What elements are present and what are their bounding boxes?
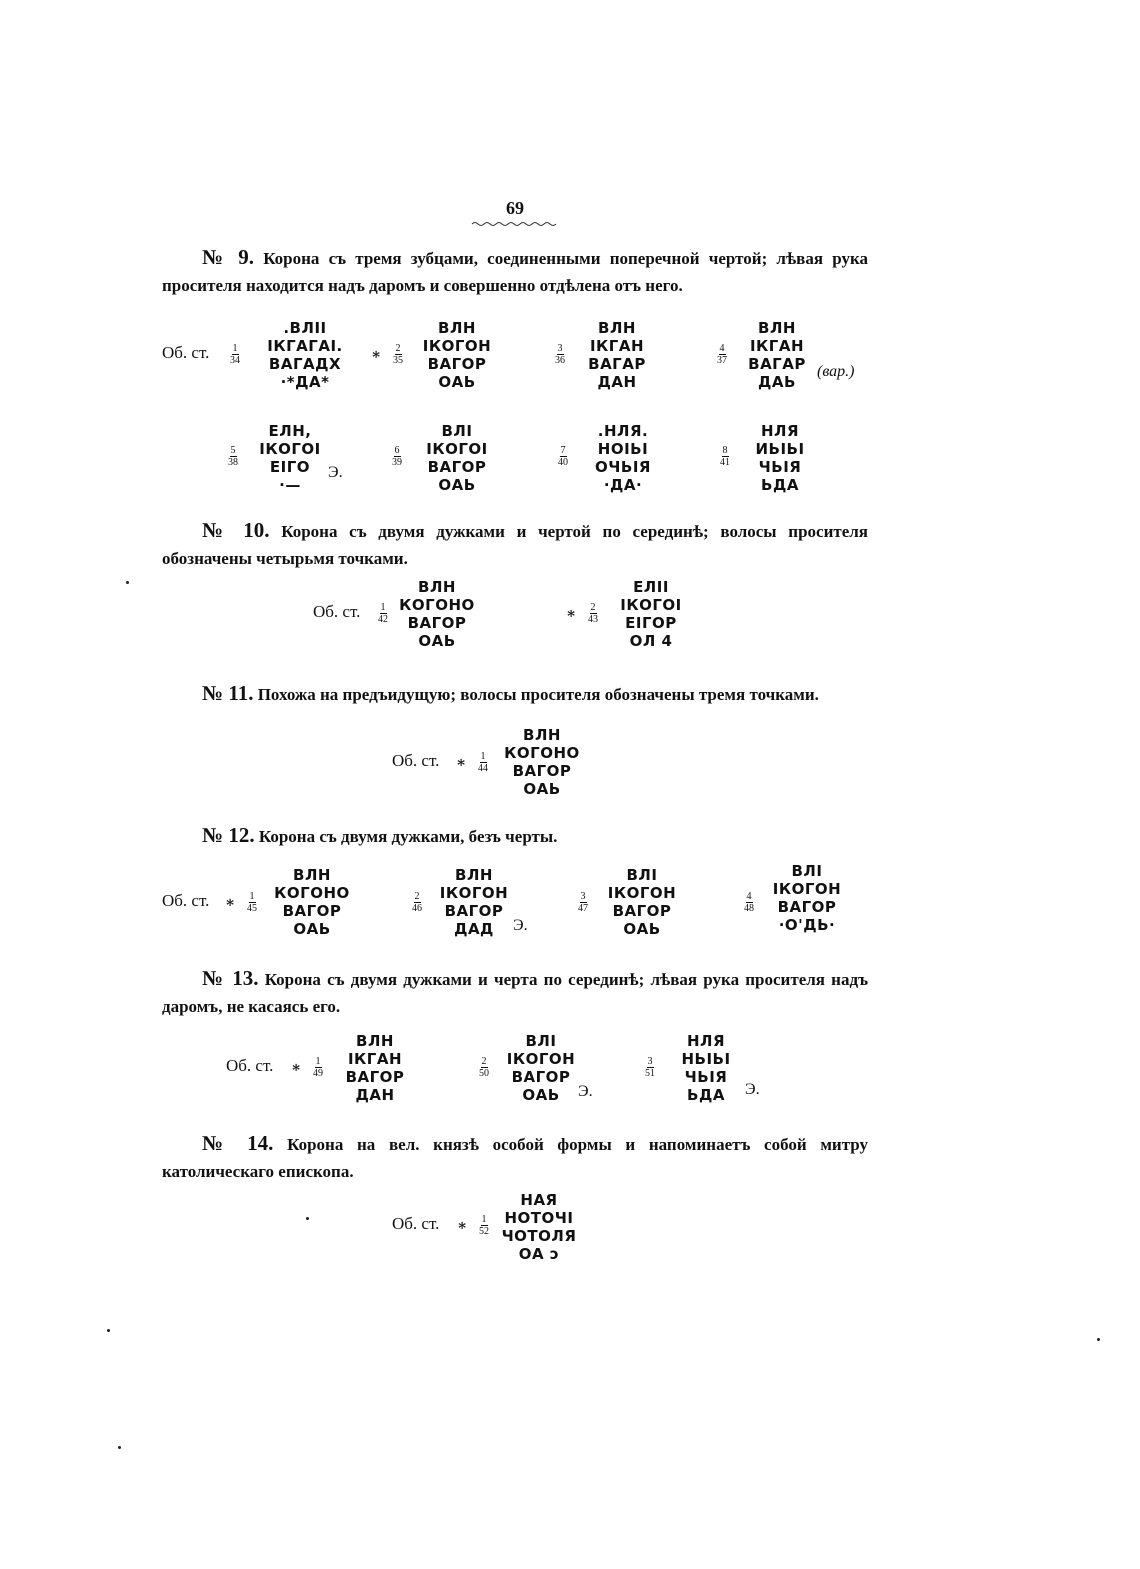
coin-number: $\frac{8}{41}$ [720,445,730,468]
scan-speck [306,1217,309,1220]
hermitage-mark: Э. [328,464,343,481]
ob-st-label: Об. ст. [313,602,361,621]
ob-st-label: Об. ст. [162,891,210,910]
coin-number: $\frac{3}{36}$ [555,343,565,366]
coin-legend: НАЯ НОТОЧІ ЧОТОЛЯ ОА ɔ [501,1191,577,1263]
coin-legend: ВЛН ІКОГОН ВАГОР ДАД [439,866,509,938]
ob-st-label: Об. ст. [392,1214,440,1233]
coin-number: $\frac{4}{37}$ [717,343,727,366]
coin-legend: ВЛН ІКГАН ВАГОР ДАН [345,1032,405,1104]
star-mark: ∗ [457,1218,468,1234]
coin-legend: ВЛІ ІКОГОН ВАГОР ОАЬ [607,866,677,938]
wavy-underline [470,220,560,228]
coin-number: $\frac{1}{49}$ [313,1056,323,1079]
coin-legend: ВЛІ ІКОГОН ВАГОР ОАЬ [506,1032,576,1104]
coin-legend: ВЛН КОГОНО ВАГОР ОАЬ [504,726,580,798]
star-mark: ∗ [291,1060,302,1076]
hermitage-mark: Э. [513,917,528,934]
coin-legend: ВЛН КОГОНО ВАГОР ОАЬ [274,866,350,938]
coin-legend: ВЛІ ІКОГОІ ВАГОР ОАЬ [426,422,488,494]
star-mark: ∗ [456,755,467,771]
variant-note: (вар.) [817,363,855,380]
coin-number: $\frac{4}{48}$ [744,891,754,914]
section-10-text: № 10. Корона съ двумя дужками и чертой по серединѣ; волосы просителя обозначены четырьмя точками. [162,518,868,568]
hermitage-mark: Э. [578,1083,593,1100]
coin-number: $\frac{1}{52}$ [479,1214,489,1237]
coin-legend: ЕЛН, ІКОГОІ ЕІГО ·— [259,422,321,494]
section-9-text: № 9. Корона съ тремя зубцами, соединенными поперечной чертой; лѣвая рука просителя находится надъ даромъ и совершенно отдѣлена отъ него. [162,245,869,295]
scan-speck [107,1329,110,1332]
coin-number: $\frac{1}{44}$ [478,751,488,774]
coin-number: $\frac{2}{35}$ [393,343,403,366]
scan-speck [1097,1338,1100,1341]
ob-st-label: Об. ст. [226,1056,274,1075]
section-12-text: № 12. Корона съ двумя дужками, безъ черты. [202,823,558,847]
coin-legend: ВЛН ІКОГОН ВАГОР ОАЬ [422,319,492,391]
coin-number: $\frac{7}{40}$ [558,445,568,468]
coin-number: $\frac{3}{51}$ [645,1056,655,1079]
coin-number: $\frac{1}{45}$ [247,891,257,914]
star-mark: ∗ [371,347,382,363]
ob-st-label: Об. ст. [392,751,440,770]
section-13-text: № 13. Корона съ двумя дужками и черта по серединѣ; лѣвая рука просителя надъ даромъ, не касаясь его. [162,966,868,1016]
coin-number: $\frac{3}{47}$ [578,891,588,914]
page-number: 69 [470,198,560,228]
coin-legend: ВЛН ІКГАН ВАГАР ДАЬ [748,319,806,391]
coin-legend: НЛЯ НЬІЬІ ЧЬІЯ ЬДА [681,1032,731,1104]
coin-legend: НЛЯ ИЬІЬІ ЧЬІЯ ЬДА [755,422,805,494]
coin-legend: .ВЛІІ ІКГАГАІ. ВАГАДХ ·*ДА* [267,319,343,391]
section-11-text: № 11. Похожа на предъидущую; волосы просителя обозначены тремя точками. [202,681,819,705]
coin-legend: ВЛН ІКГАН ВАГАР ДАН [588,319,646,391]
coin-number: $\frac{2}{46}$ [412,891,422,914]
coin-number: $\frac{1}{34}$ [230,343,240,366]
coin-legend: .НЛЯ. НОІЬІ ОЧЬІЯ ·ДА· [595,422,651,494]
ob-st-label: Об. ст. [162,343,210,362]
coin-legend: ЕЛІІ ІКОГОІ ЕІГОР ОЛ 4 [620,578,682,650]
coin-number: $\frac{6}{39}$ [392,445,402,468]
coin-number: $\frac{1}{42}$ [378,602,388,625]
coin-number: $\frac{2}{43}$ [588,602,598,625]
coin-legend: ВЛІ ІКОГОН ВАГОР ·О'ДЬ· [772,862,842,934]
section-14-text: № 14. Корона на вел. князѣ особой формы и напоминаетъ собой митру католическаго епископа. [162,1131,868,1181]
scan-speck [126,581,129,584]
star-mark: ∗ [225,895,236,911]
star-mark: ∗ [566,606,577,622]
coin-number: $\frac{2}{50}$ [479,1056,489,1079]
scan-speck [118,1446,121,1449]
coin-number: $\frac{5}{38}$ [228,445,238,468]
coin-legend: ВЛН КОГОНО ВАГОР ОАЬ [399,578,475,650]
hermitage-mark: Э. [745,1081,760,1098]
